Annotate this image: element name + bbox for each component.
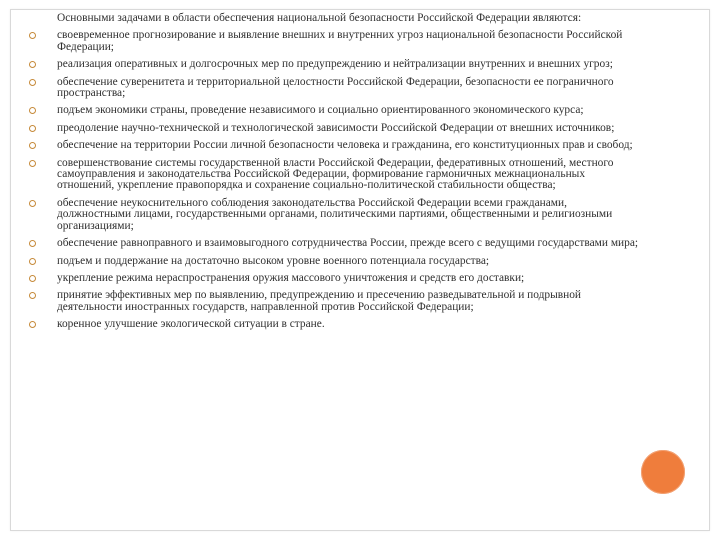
circle-bullet-icon	[29, 258, 36, 265]
list-item	[0, 158, 640, 192]
circle-bullet-icon	[29, 61, 36, 68]
intro-text: Основными задачами в области обеспечения национальной безопасности Российской Федерации являются:	[57, 12, 582, 24]
list-item-text: реализация оперативных и долгосрочных мер по предупреждению и нейтрализации внутренних и внешних угроз;	[57, 58, 613, 71]
slide-content	[0, 13, 640, 337]
orange-circle-decoration-icon	[641, 450, 685, 494]
circle-bullet-icon	[29, 107, 36, 114]
list-item-text: преодоление научно-технической и технологической зависимости Российской Федерации от внешних источников;	[57, 121, 615, 134]
circle-bullet-icon	[29, 200, 36, 207]
list-item-text: обеспечение неукоснительного соблюдения законодательства Российской Федерации всеми гражданами, должностными лицами, государственными органами, политическими партиями, общественными и религиозными организациями;	[57, 196, 613, 232]
circle-bullet-icon	[29, 79, 36, 86]
list-item	[0, 30, 640, 53]
list-item	[0, 140, 640, 151]
list-item-text: коренное улучшение экологической ситуации в стране.	[57, 318, 325, 331]
circle-bullet-icon	[29, 32, 36, 39]
list-item	[0, 123, 640, 134]
task-list	[0, 30, 640, 330]
circle-bullet-icon	[29, 160, 36, 167]
list-item-text: обеспечение на территории России личной безопасности человека и гражданина, его конституционных прав и свобод;	[57, 139, 633, 152]
circle-bullet-icon	[29, 292, 36, 299]
list-item-text: подъем экономики страны, проведение независимого и социально ориентированного экономического курса;	[57, 104, 584, 117]
list-item-text: совершенствование системы государственной власти Российской Федерации, федеративных отношений, местного самоуправления и законодательства Российской Федерации, формирование гармоничных межнациональных отношений, укрепление правопорядка и сохранение социально-политической стабильности общества;	[57, 156, 614, 192]
circle-bullet-icon	[29, 321, 36, 328]
list-item-text: обеспечение суверенитета и территориальной целостности Российской Федерации, безопасности ее пограничного пространства;	[57, 75, 614, 100]
list-item-text: обеспечение равноправного и взаимовыгодного сотрудничества России, прежде всего с ведущими государствами мира;	[57, 237, 639, 250]
list-item	[0, 198, 640, 232]
list-item	[0, 290, 640, 313]
list-item-text: укрепление режима нераспространения оружия массового уничтожения и средств его доставки;	[57, 271, 525, 284]
list-item	[0, 77, 640, 100]
list-item	[0, 256, 640, 267]
circle-bullet-icon	[29, 240, 36, 247]
list-item-text: своевременное прогнозирование и выявление внешних и внутренних угроз национальной безопасности Российской Федерации;	[57, 29, 623, 53]
list-item	[0, 238, 640, 249]
list-item	[0, 59, 640, 70]
list-item-text: принятие эффективных мер по выявлению, предупреждению и пресечению разведывательной и подрывной деятельности иностранных государств, направленной против Российской Федерации;	[57, 289, 582, 313]
circle-bullet-icon	[29, 125, 36, 132]
circle-bullet-icon	[29, 275, 36, 282]
list-item	[0, 319, 640, 330]
list-item	[0, 105, 640, 116]
list-item	[0, 273, 640, 284]
list-item-text: подъем и поддержание на достаточно высоком уровне военного потенциала государства;	[57, 254, 490, 267]
circle-bullet-icon	[29, 142, 36, 149]
